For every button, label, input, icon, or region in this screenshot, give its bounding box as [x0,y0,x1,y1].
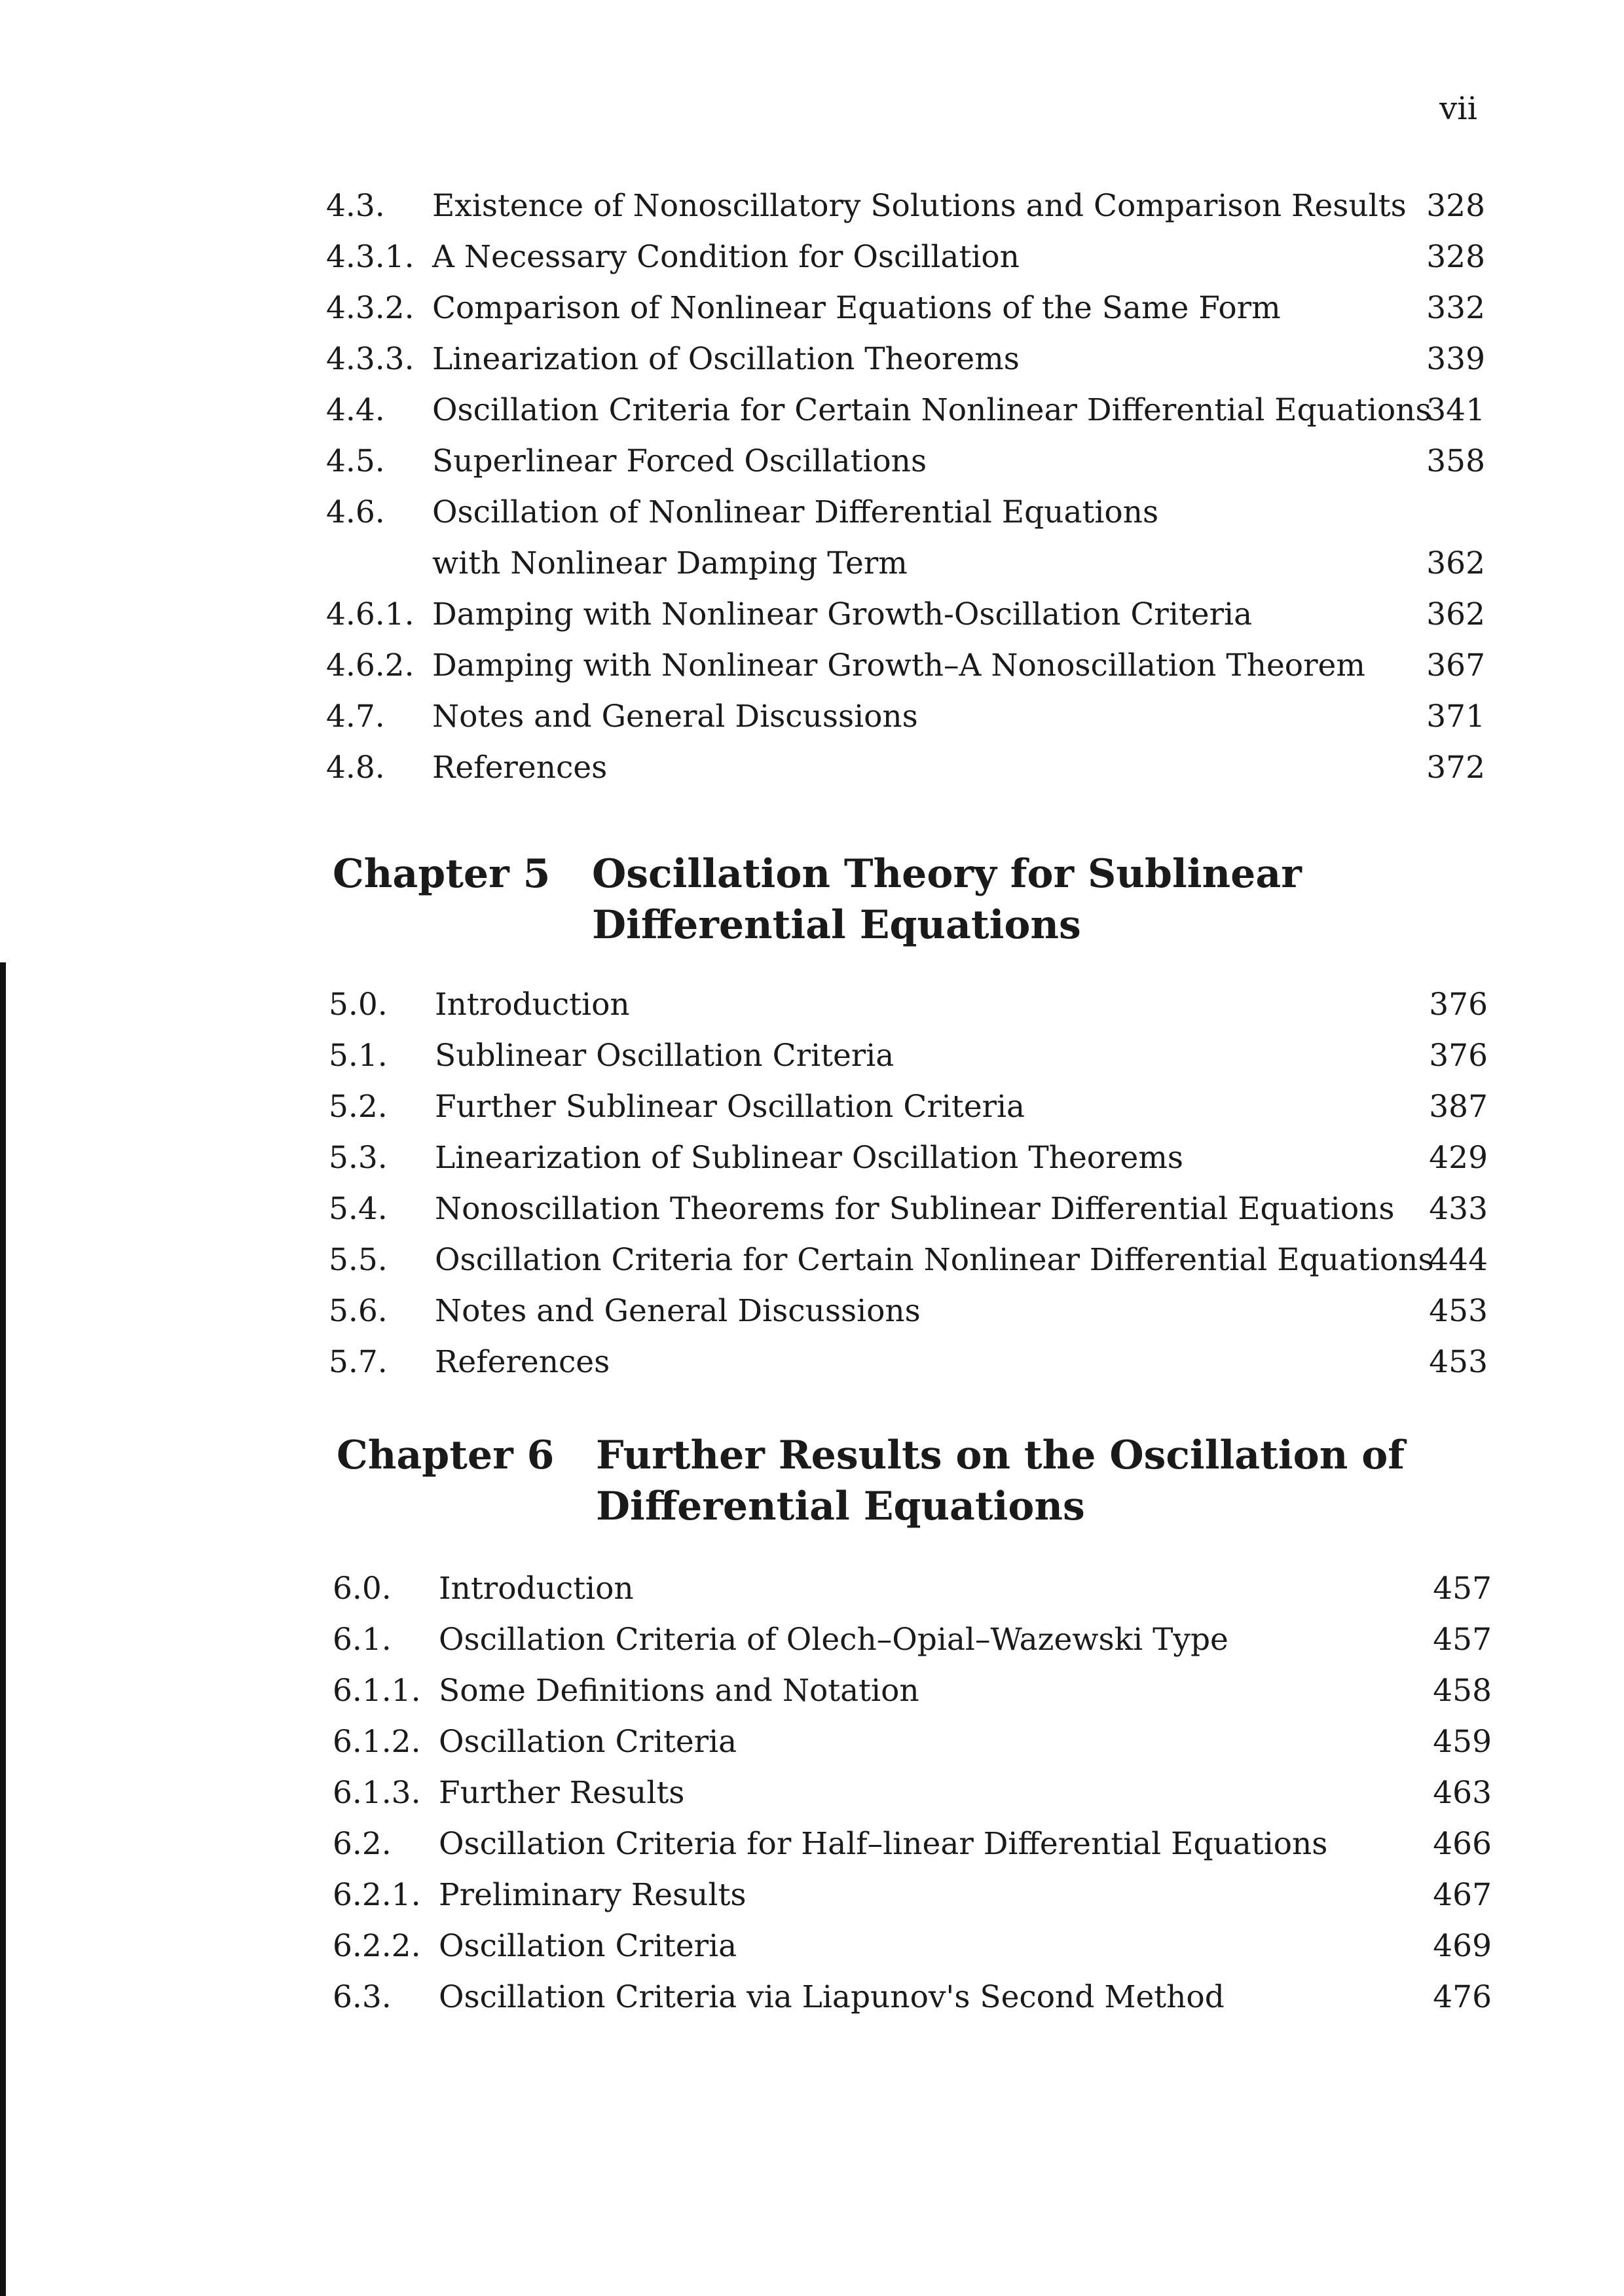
toc-entry [326,181,1485,232]
toc-entry-title: References [432,750,608,786]
toc-entry [333,1870,1492,1921]
chapter-6-title-line2: Differential Equations [596,1484,1085,1529]
toc-entry-number: 6.0. [333,1571,392,1607]
toc-entry [333,1666,1492,1717]
toc-entry-number: 6.1. [333,1622,392,1658]
toc-entry-title: with Nonlinear Damping Term [432,545,908,581]
toc-entry [326,487,1485,538]
chapter-5-title-line1: Oscillation Theory for Sublinear [592,851,1302,897]
toc-entry-number: 4.4. [326,392,385,428]
toc-entry-number: 4.3.2. [326,290,415,326]
toc-entry [329,1337,1488,1388]
toc-entry-number: 5.5. [329,1242,388,1278]
toc-entry-title: Preliminary Results [439,1877,747,1913]
toc-entry-number: 6.1.3. [333,1775,421,1811]
toc-entry-number: 4.3. [326,188,385,224]
toc-entry-title: Linearization of Sublinear Oscillation Theorems [435,1140,1184,1176]
toc-entry-number: 4.6.1. [326,596,415,632]
toc-entry-number: 5.4. [329,1191,388,1227]
chapter-5-label: Chapter 5 [333,851,551,897]
toc-entry [329,979,1488,1030]
toc-entry-title: Oscillation Criteria [439,1724,737,1760]
toc-entry [333,1972,1492,2023]
toc-entry [326,538,1485,589]
toc-entry-title: Further Results [439,1775,685,1811]
toc-entry [333,1921,1492,1972]
toc-entry-number: 5.6. [329,1293,388,1329]
toc-entry [326,589,1485,640]
toc-entry [333,1768,1492,1819]
toc-entry-page: 476 [1433,1979,1492,2015]
toc-entry-title: Oscillation Criteria for Half–linear Differential Equations [439,1826,1328,1862]
toc-entry-number: 6.2.2. [333,1928,421,1964]
toc-entry [326,232,1485,283]
toc-entry-number: 4.8. [326,750,385,786]
toc-entry-title: Linearization of Oscillation Theorems [432,341,1020,377]
toc-entry-page: 339 [1426,341,1485,377]
toc-entry [326,436,1485,487]
toc-section-4 [326,181,1485,793]
toc-entry-title: Oscillation Criteria of Olech–Opial–Wazewski Type [439,1622,1228,1658]
toc-entry-title: References [435,1344,610,1380]
toc-entry-title: Comparison of Nonlinear Equations of the Same Form [432,290,1281,326]
toc-entry-page: 362 [1426,545,1485,581]
toc-entry-page: 367 [1426,647,1485,683]
toc-entry [329,1184,1488,1235]
toc-entry-number: 5.2. [329,1089,388,1125]
toc-entry-number: 5.1. [329,1038,388,1074]
toc-entry-page: 371 [1426,699,1485,735]
toc-entry [333,1563,1492,1614]
toc-entry [333,1819,1492,1870]
toc-entry-title: Existence of Nonoscillatory Solutions and Comparison Results [432,188,1407,224]
toc-entry-page: 457 [1433,1622,1492,1658]
chapter-6-label: Chapter 6 [337,1432,555,1478]
toc-entry-number: 4.5. [326,443,385,479]
toc-entry [326,691,1485,742]
toc-entry-page: 433 [1429,1191,1488,1227]
toc-entry-page: 328 [1426,239,1485,275]
toc-entry-title: Further Sublinear Oscillation Criteria [435,1089,1025,1125]
toc-entry-page: 467 [1433,1877,1492,1913]
toc-entry-page: 453 [1429,1293,1488,1329]
toc-entry-page: 328 [1426,188,1485,224]
toc-entry-page: 457 [1433,1571,1492,1607]
toc-entry-number: 6.2. [333,1826,392,1862]
toc-entry [329,1133,1488,1184]
toc-entry-title: Oscillation Criteria [439,1928,737,1964]
toc-entry-title: Oscillation Criteria for Certain Nonlinear Differential Equations [432,392,1431,428]
toc-entry-page: 372 [1426,750,1485,786]
toc-entry-title: Oscillation of Nonlinear Differential Equations [432,494,1159,530]
toc-entry-number: 4.6. [326,494,385,530]
toc-entry-page: 362 [1426,596,1485,632]
toc-entry-title: Some Definitions and Notation [439,1673,919,1709]
toc-entry-number: 5.7. [329,1344,388,1380]
toc-entry-title: Nonoscillation Theorems for Sublinear Differential Equations [435,1191,1395,1227]
toc-entry-number: 6.2.1. [333,1877,421,1913]
toc-entry [329,1030,1488,1082]
toc-entry-page: 341 [1426,392,1485,428]
toc-entry-page: 459 [1433,1724,1492,1760]
toc-entry-page: 458 [1433,1673,1492,1709]
toc-entry [333,1614,1492,1666]
toc-entry-number: 6.1.1. [333,1673,421,1709]
toc-entry-title: Introduction [435,987,630,1023]
toc-chapter-6 [333,1563,1492,2023]
toc-entry-page: 387 [1429,1089,1488,1125]
toc-entry-number: 4.6.2. [326,647,415,683]
toc-entry-number: 4.3.1. [326,239,415,275]
chapter-6-heading [337,1430,1450,1535]
page-number: vii [1439,90,1477,127]
toc-entry-number: 6.1.2. [333,1724,421,1760]
toc-entry-page: 469 [1433,1928,1492,1964]
toc-entry-title: Damping with Nonlinear Growth-Oscillation Criteria [432,596,1253,632]
toc-entry [333,1717,1492,1768]
toc-entry [326,742,1485,793]
toc-entry-title: Introduction [439,1571,634,1607]
toc-entry-number: 4.3.3. [326,341,415,377]
toc-chapter-5 [329,979,1488,1388]
scan-edge-shadow [0,962,6,2296]
toc-entry-number: 4.7. [326,699,385,735]
toc-entry-number: 5.0. [329,987,388,1023]
toc-entry-title: Oscillation Criteria via Liapunov's Second Method [439,1979,1225,2015]
chapter-6-title [596,1430,1447,1532]
chapter-5-heading [333,848,1446,953]
toc-entry-page: 376 [1429,987,1488,1023]
toc-entry-page: 358 [1426,443,1485,479]
toc-entry-page: 376 [1429,1038,1488,1074]
toc-entry-title: Superlinear Forced Oscillations [432,443,927,479]
toc-entry-page: 332 [1426,290,1485,326]
toc-entry [329,1082,1488,1133]
toc-entry-title: Oscillation Criteria for Certain Nonlinear Differential Equations [435,1242,1434,1278]
toc-entry-page: 463 [1433,1775,1492,1811]
toc-entry [329,1286,1488,1337]
chapter-6-title-line1: Further Results on the Oscillation of [596,1432,1405,1478]
toc-entry [326,283,1485,334]
toc-entry [326,640,1485,691]
toc-entry [326,334,1485,385]
toc-entry-page: 453 [1429,1344,1488,1380]
toc-entry-title: Notes and General Discussions [432,699,918,735]
toc-entry-number: 6.3. [333,1979,392,2015]
toc-entry [326,385,1485,436]
toc-entry [329,1235,1488,1286]
toc-entry-title: Damping with Nonlinear Growth–A Nonoscillation Theorem [432,647,1365,683]
toc-entry-title: Notes and General Discussions [435,1293,921,1329]
toc-entry-title: Sublinear Oscillation Criteria [435,1038,895,1074]
chapter-5-title [592,848,1443,951]
toc-entry-number: 5.3. [329,1140,388,1176]
toc-entry-page: 466 [1433,1826,1492,1862]
toc-entry-page: 444 [1429,1242,1488,1278]
toc-entry-page: 429 [1429,1140,1488,1176]
chapter-5-title-line2: Differential Equations [592,902,1081,948]
toc-entry-title: A Necessary Condition for Oscillation [432,239,1020,275]
